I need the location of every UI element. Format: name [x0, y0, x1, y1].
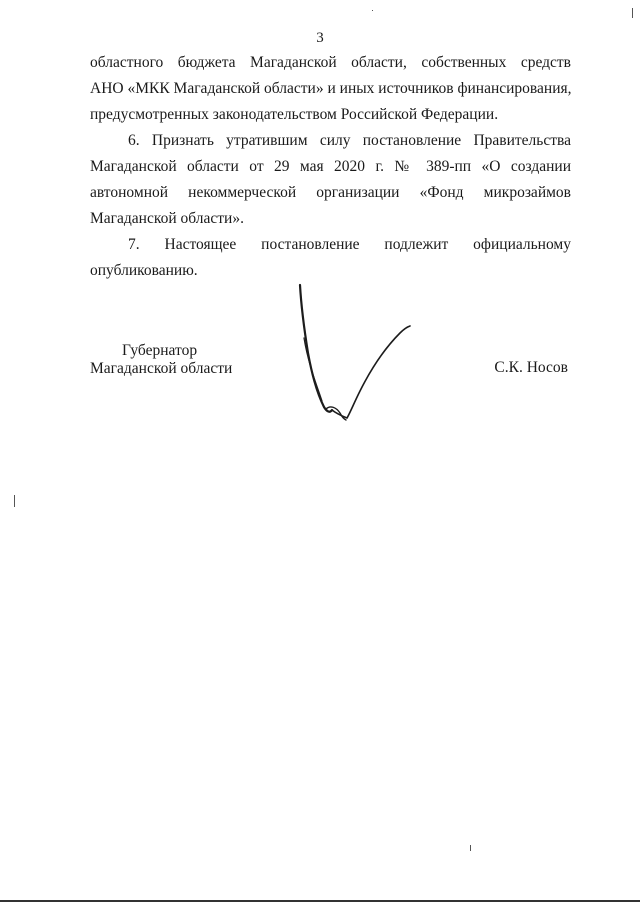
page-number: 3 [316, 30, 324, 46]
text-line: АНО «МКК Магаданской области» и иных источников финансирования, [90, 80, 572, 97]
text-line: областного бюджета Магаданской области, собственных средств [90, 54, 571, 71]
text-line: 7. Настоящее постановление подлежит официальному [128, 236, 571, 253]
text-line: Магаданской области от 29 мая 2020 г. № 389-пп «О создании [90, 158, 571, 175]
paragraph-6 [90, 128, 571, 232]
scan-mark [14, 495, 15, 507]
scan-mark [632, 8, 633, 18]
handwritten-signature [292, 283, 422, 423]
region-title: Магаданской области [90, 360, 233, 377]
text-line: Магаданской области». [90, 210, 244, 227]
paragraph-7 [90, 232, 571, 284]
governor-title: Губернатор [122, 342, 198, 359]
text-line: опубликованию. [90, 262, 198, 279]
paragraph-continuation [90, 50, 571, 128]
scan-bottom-edge [0, 900, 640, 902]
text-line: 6. Признать утратившим силу постановление Правительства [128, 132, 571, 149]
text-line: автономной некоммерческой организации «Фонд микрозаймов [90, 184, 571, 201]
scan-mark [372, 10, 373, 11]
governor-name: С.К. Носов [494, 359, 568, 376]
text-line: предусмотренных законодательством Российской Федерации. [90, 106, 499, 123]
scan-mark [470, 845, 471, 851]
